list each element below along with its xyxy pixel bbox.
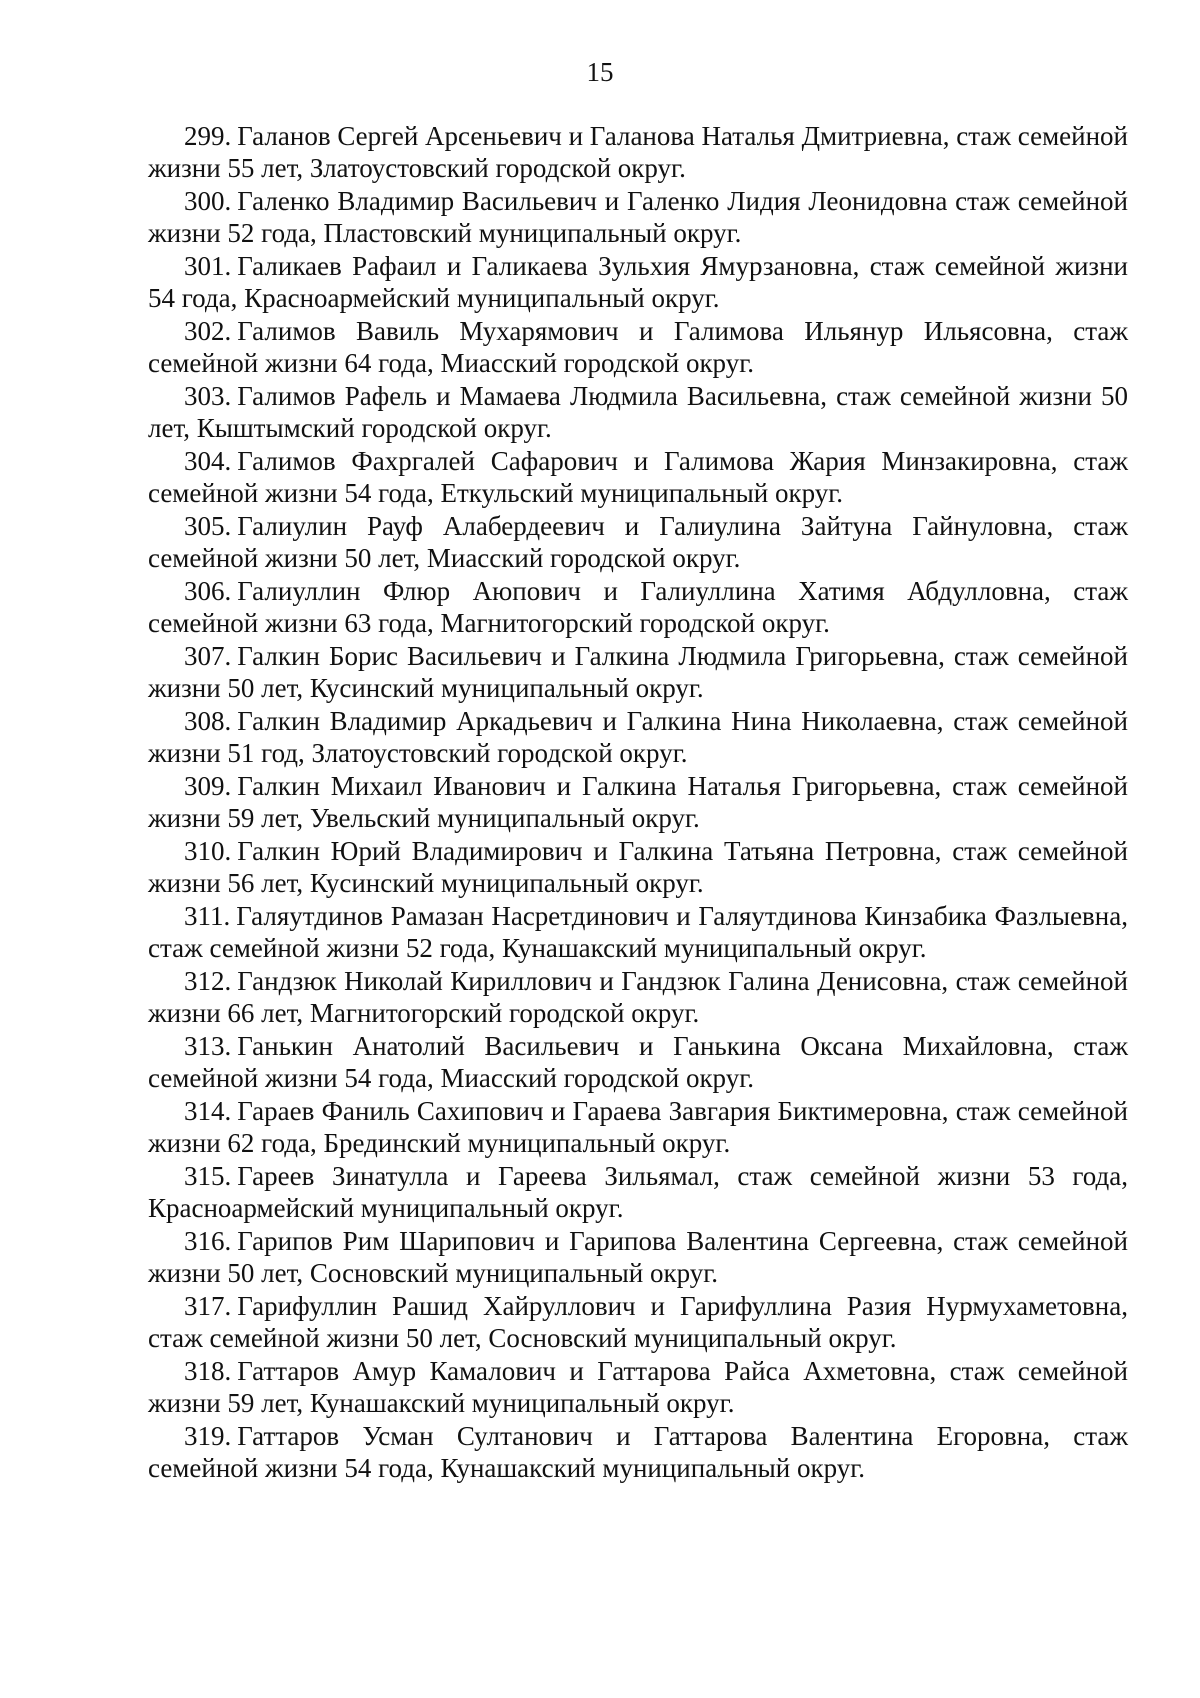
list-item xyxy=(148,1420,1128,1484)
list-item xyxy=(148,1355,1128,1419)
entry-number: 312. xyxy=(184,966,232,996)
entry-text: Галимов Рафель и Мамаева Людмила Васильевна, стаж семейной жизни 50 лет, Кыштымский городской округ. xyxy=(148,381,1128,443)
entry-text: Галимов Фахргалей Сафарович и Галимова Жария Минзакировна, стаж семейной жизни 54 года, Еткульский муниципальный округ. xyxy=(148,446,1128,508)
list-item xyxy=(148,1030,1128,1094)
entry-number: 318. xyxy=(184,1356,232,1386)
entry-text: Галанов Сергей Арсеньевич и Галанова Наталья Дмитриевна, стаж семейной жизни 55 лет, Златоустовский городской округ. xyxy=(148,121,1128,183)
list-item xyxy=(148,1225,1128,1289)
entry-number: 306. xyxy=(184,576,232,606)
list-item xyxy=(148,1095,1128,1159)
entry-text: Галикаев Рафаил и Галикаева Зульхия Ямурзановна, стаж семейной жизни 54 года, Красноармейский муниципальный округ. xyxy=(148,251,1128,313)
list-item xyxy=(148,900,1128,964)
entry-number: 311. xyxy=(184,901,231,931)
list-item xyxy=(148,965,1128,1029)
entry-number: 309. xyxy=(184,771,232,801)
entry-text: Гараев Фаниль Сахипович и Гараева Завгария Биктимеровна, стаж семейной жизни 62 года, Брединский муниципальный округ. xyxy=(148,1096,1128,1158)
entry-text: Галкин Юрий Владимирович и Галкина Татьяна Петровна, стаж семейной жизни 56 лет, Кусинский муниципальный округ. xyxy=(148,836,1128,898)
list-item xyxy=(148,185,1128,249)
entry-number: 317. xyxy=(184,1291,232,1321)
entry-text: Гареев Зинатулла и Гареева Зильямал, стаж семейной жизни 53 года, Красноармейский муниципальный округ. xyxy=(148,1161,1128,1223)
entry-text: Галиуллин Флюр Аюпович и Галиуллина Хатимя Абдулловна, стаж семейной жизни 63 года, Магнитогорский городской округ. xyxy=(148,576,1128,638)
entry-number: 307. xyxy=(184,641,232,671)
entry-text: Галиулин Рауф Алабердеевич и Галиулина Зайтуна Гайнуловна, стаж семейной жизни 50 лет, Миасский городской округ. xyxy=(148,511,1128,573)
entry-number: 299. xyxy=(184,121,232,151)
entry-text: Галкин Михаил Иванович и Галкина Наталья Григорьевна, стаж семейной жизни 59 лет, Увельский муниципальный округ. xyxy=(148,771,1128,833)
list-item xyxy=(148,380,1128,444)
entry-list xyxy=(148,120,1128,1485)
entry-number: 305. xyxy=(184,511,232,541)
entry-text: Гарипов Рим Шарипович и Гарипова Валентина Сергеевна, стаж семейной жизни 50 лет, Сосновский муниципальный округ. xyxy=(148,1226,1128,1288)
entry-number: 315. xyxy=(184,1161,232,1191)
list-item xyxy=(148,1290,1128,1354)
entry-number: 301. xyxy=(184,251,232,281)
list-item xyxy=(148,1160,1128,1224)
list-item xyxy=(148,445,1128,509)
entry-number: 316. xyxy=(184,1226,232,1256)
list-item xyxy=(148,770,1128,834)
entry-text: Гаттаров Амур Камалович и Гаттарова Райса Ахметовна, стаж семейной жизни 59 лет, Кунашакский муниципальный округ. xyxy=(148,1356,1128,1418)
entry-text: Галяутдинов Рамазан Насретдинович и Галяутдинова Кинзабика Фазлыевна, стаж семейной жизни 52 года, Кунашакский муниципальный округ. xyxy=(148,901,1128,963)
entry-text: Галенко Владимир Васильевич и Галенко Лидия Леонидовна стаж семейной жизни 52 года, Пластовский муниципальный округ. xyxy=(148,186,1128,248)
entry-text: Галкин Борис Васильевич и Галкина Людмила Григорьевна, стаж семейной жизни 50 лет, Кусинский муниципальный округ. xyxy=(148,641,1128,703)
entry-text: Галимов Вавиль Мухарямович и Галимова Ильянур Ильясовна, стаж семейной жизни 64 года, Миасский городской округ. xyxy=(148,316,1128,378)
entry-text: Гарифуллин Рашид Хайруллович и Гарифуллина Разия Нурмухаметовна, стаж семейной жизни 50 лет, Сосновский муниципальный округ. xyxy=(148,1291,1128,1353)
list-item xyxy=(148,250,1128,314)
entry-number: 319. xyxy=(184,1421,232,1451)
entry-number: 300. xyxy=(184,186,232,216)
entry-number: 308. xyxy=(184,706,232,736)
entry-text: Ганькин Анатолий Васильевич и Ганькина Оксана Михайловна, стаж семейной жизни 54 года, Миасский городской округ. xyxy=(148,1031,1128,1093)
list-item xyxy=(148,575,1128,639)
entry-text: Гаттаров Усман Султанович и Гаттарова Валентина Егоровна, стаж семейной жизни 54 года, Кунашакский муниципальный округ. xyxy=(148,1421,1128,1483)
list-item xyxy=(148,315,1128,379)
list-item xyxy=(148,510,1128,574)
list-item xyxy=(148,640,1128,704)
entry-number: 314. xyxy=(184,1096,232,1126)
list-item xyxy=(148,705,1128,769)
entry-number: 304. xyxy=(184,446,232,476)
entry-text: Галкин Владимир Аркадьевич и Галкина Нина Николаевна, стаж семейной жизни 51 год, Златоустовский городской округ. xyxy=(148,706,1128,768)
entry-number: 313. xyxy=(184,1031,232,1061)
page-number: 15 xyxy=(586,57,614,87)
entry-text: Гандзюк Николай Кириллович и Гандзюк Галина Денисовна, стаж семейной жизни 66 лет, Магнитогорский городской округ. xyxy=(148,966,1128,1028)
entry-number: 310. xyxy=(184,836,232,866)
entry-number: 303. xyxy=(184,381,232,411)
list-item xyxy=(148,835,1128,899)
list-item xyxy=(148,120,1128,184)
entry-number: 302. xyxy=(184,316,232,346)
